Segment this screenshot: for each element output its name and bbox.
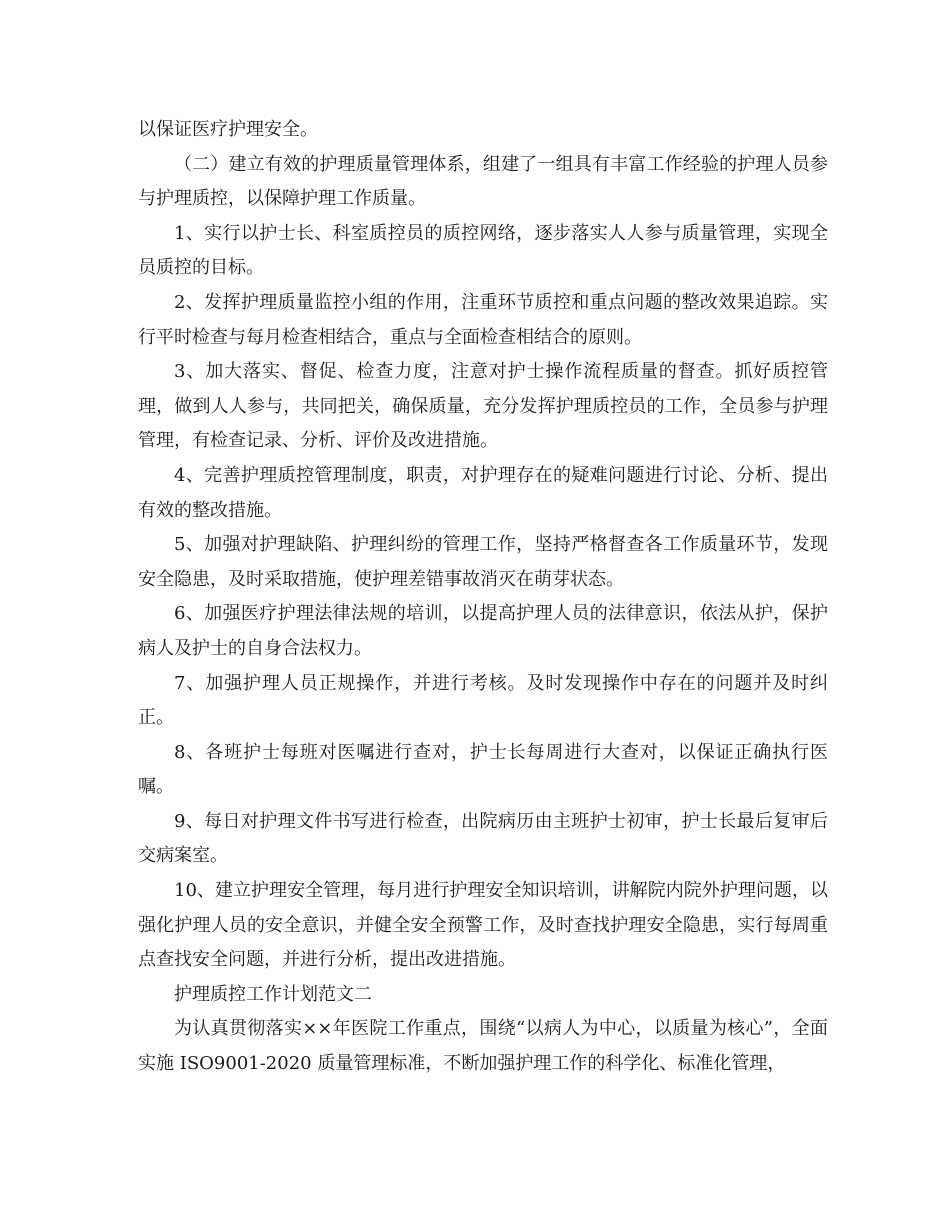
paragraph: 为认真贯彻落实××年医院工作重点，围绕“以病人为中心，以质量为核心”，全面实施 ISO9001-2020 质量管理标准，不断加强护理工作的科学化、标准化管理， (138, 1018, 828, 1075)
section-heading: 护理质控工作计划范文二 (174, 983, 372, 1005)
paragraph: 8、各班护士每班对医嘱进行查对，护士长每周进行大查对，以保证正确执行医嘱。 (138, 741, 828, 798)
paragraph: 10、建立护理安全管理，每月进行护理安全知识培训，讲解院内院外护理问题，以强化护理人员的安全意识，并健全安全预警工作，及时查找护理安全隐患，实行每周重点查找安全问题，并进行分析，提出改进措施。 (138, 880, 828, 971)
paragraph: 3、加大落实、督促、检查力度，注意对护士操作流程质量的督查。抓好质控管理，做到人人参与，共同把关，确保质量，充分发挥护理质控员的工作，全员参与护理管理，有检查记录、分析、评价及改进措施。 (138, 361, 828, 452)
paragraph: 9、每日对护理文件书写进行检查，出院病历由主班护士初审，护士长最后复审后交病案室。 (138, 810, 828, 867)
paragraph: 6、加强医疗护理法律法规的培训，以提高护理人员的法律意识，依法从护，保护病人及护士的自身合法权力。 (138, 603, 828, 659)
paragraph: 7、加强护理人员正规操作，并进行考核。及时发现操作中存在的问题并及时纠正。 (138, 672, 828, 729)
paragraph: 1、实行以护士长、科室质控员的质控网络，逐步落实人人参与质量管理，实现全员质控的目标。 (138, 222, 828, 279)
paragraph: 4、完善护理质控管理制度，职责，对护理存在的疑难问题进行讨论、分析、提出有效的整改措施。 (138, 464, 828, 521)
paragraph: 5、加强对护理缺陷、护理纠纷的管理工作，坚持严格督查各工作质量环节，发现安全隐患，及时采取措施，使护理差错事故消灭在萌芽状态。 (138, 534, 828, 590)
paragraph: 2、发挥护理质量监控小组的作用，注重环节质控和重点问题的整改效果追踪。实行平时检查与每月检查相结合，重点与全面检查相结合的原则。 (138, 291, 828, 348)
paragraph: （二）建立有效的护理质量管理体系，组建了一组具有丰富工作经验的护理人员参与护理质控，以保障护理工作质量。 (138, 153, 828, 210)
document-body (138, 113, 828, 1082)
paragraph: 以保证医疗护理安全。 (138, 119, 318, 140)
